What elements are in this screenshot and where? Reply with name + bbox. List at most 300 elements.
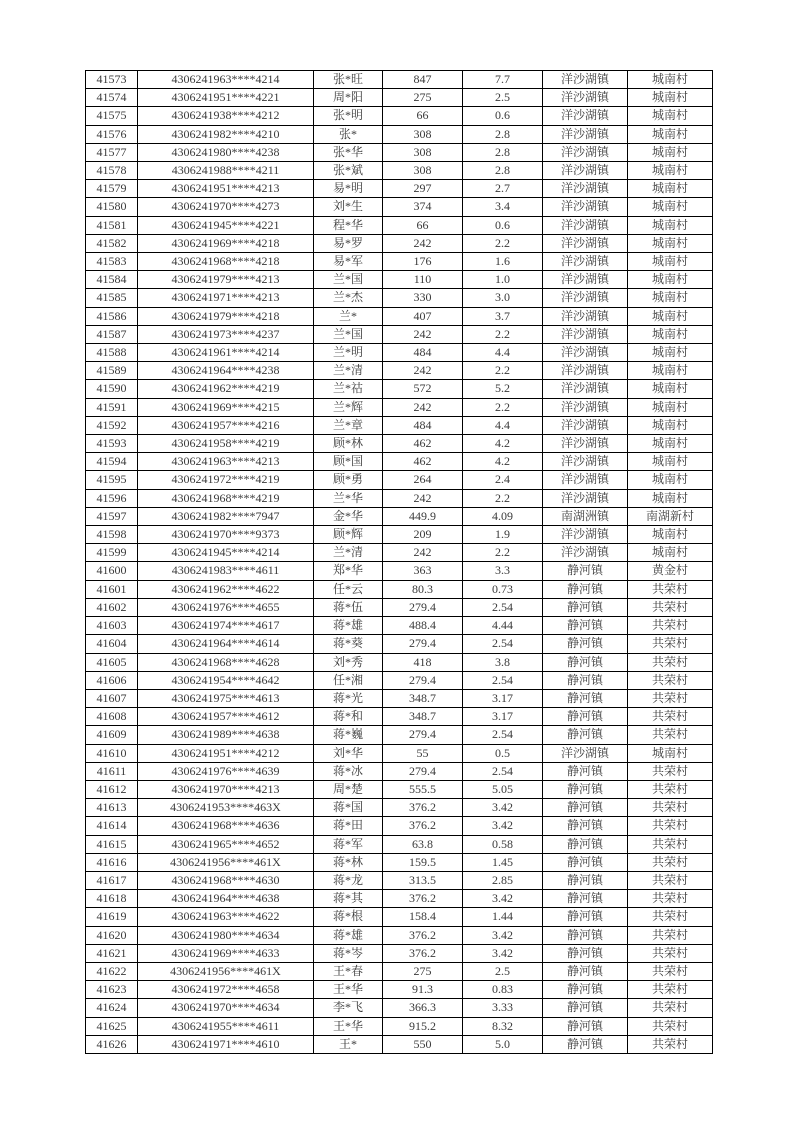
quantity-cell: 3.7 [463,307,543,325]
table-row [86,380,713,398]
village-cell: 城南村 [628,325,713,343]
masked-id-number-cell: 4306241989****4638 [138,726,314,744]
masked-name-cell: 蒋*伍 [314,598,383,616]
amount-cell: 308 [383,125,463,143]
row-index-cell: 41621 [86,944,138,962]
village-cell: 城南村 [628,216,713,234]
table-row [86,362,713,380]
row-index-cell: 41622 [86,962,138,980]
masked-name-cell: 蒋*雄 [314,617,383,635]
masked-name-cell: 李*飞 [314,999,383,1017]
town-cell: 洋沙湖镇 [543,234,628,252]
masked-id-number-cell: 4306241979****4213 [138,271,314,289]
row-index-cell: 41624 [86,999,138,1017]
row-index-cell: 41594 [86,453,138,471]
masked-id-number-cell: 4306241938****4212 [138,107,314,125]
amount-cell: 158.4 [383,908,463,926]
village-cell: 城南村 [628,362,713,380]
row-index-cell: 41580 [86,198,138,216]
masked-id-number-cell: 4306241951****4212 [138,744,314,762]
masked-name-cell: 张* [314,125,383,143]
amount-cell: 279.4 [383,598,463,616]
masked-name-cell: 王*华 [314,1017,383,1035]
town-cell: 洋沙湖镇 [543,435,628,453]
quantity-cell: 2.54 [463,671,543,689]
village-cell: 共荣村 [628,1035,713,1053]
masked-name-cell: 蒋*林 [314,853,383,871]
masked-name-cell: 郑*华 [314,562,383,580]
town-cell: 静河镇 [543,835,628,853]
table-row [86,162,713,180]
masked-name-cell: 蒋*巍 [314,726,383,744]
quantity-cell: 5.2 [463,380,543,398]
quantity-cell: 5.05 [463,780,543,798]
masked-id-number-cell: 4306241963****4214 [138,71,314,89]
masked-id-number-cell: 4306241979****4218 [138,307,314,325]
town-cell: 洋沙湖镇 [543,380,628,398]
town-cell: 洋沙湖镇 [543,544,628,562]
quantity-cell: 2.4 [463,471,543,489]
village-cell: 共荣村 [628,890,713,908]
amount-cell: 462 [383,453,463,471]
masked-name-cell: 易*军 [314,253,383,271]
amount-cell: 91.3 [383,981,463,999]
masked-id-number-cell: 4306241980****4238 [138,143,314,161]
masked-id-number-cell: 4306241955****4611 [138,1017,314,1035]
masked-name-cell: 兰*国 [314,325,383,343]
table-row [86,143,713,161]
town-cell: 洋沙湖镇 [543,289,628,307]
row-index-cell: 41618 [86,890,138,908]
village-cell: 城南村 [628,380,713,398]
town-cell: 静河镇 [543,562,628,580]
masked-name-cell: 蒋*岑 [314,944,383,962]
table-row [86,216,713,234]
town-cell: 洋沙湖镇 [543,162,628,180]
masked-name-cell: 王*春 [314,962,383,980]
quantity-cell: 2.2 [463,489,543,507]
amount-cell: 242 [383,489,463,507]
row-index-cell: 41597 [86,507,138,525]
masked-name-cell: 兰*杰 [314,289,383,307]
masked-name-cell: 顾*林 [314,435,383,453]
masked-name-cell: 任*湘 [314,671,383,689]
amount-cell: 242 [383,398,463,416]
table-row [86,762,713,780]
town-cell: 南湖洲镇 [543,507,628,525]
masked-name-cell: 蒋*田 [314,817,383,835]
quantity-cell: 4.4 [463,416,543,434]
row-index-cell: 41592 [86,416,138,434]
table-row [86,435,713,453]
quantity-cell: 2.54 [463,635,543,653]
quantity-cell: 0.5 [463,744,543,762]
quantity-cell: 0.83 [463,981,543,999]
masked-id-number-cell: 4306241957****4216 [138,416,314,434]
amount-cell: 110 [383,271,463,289]
row-index-cell: 41576 [86,125,138,143]
masked-name-cell: 张*明 [314,107,383,125]
masked-name-cell: 蒋*和 [314,708,383,726]
town-cell: 洋沙湖镇 [543,416,628,434]
table-row [86,307,713,325]
table-row [86,726,713,744]
amount-cell: 242 [383,544,463,562]
table-row [86,198,713,216]
quantity-cell: 1.45 [463,853,543,871]
masked-id-number-cell: 4306241962****4622 [138,580,314,598]
quantity-cell: 2.85 [463,871,543,889]
town-cell: 洋沙湖镇 [543,253,628,271]
town-cell: 洋沙湖镇 [543,107,628,125]
row-index-cell: 41604 [86,635,138,653]
quantity-cell: 3.4 [463,198,543,216]
village-cell: 共荣村 [628,999,713,1017]
town-cell: 洋沙湖镇 [543,198,628,216]
town-cell: 静河镇 [543,617,628,635]
quantity-cell: 2.2 [463,544,543,562]
table-row [86,1035,713,1053]
masked-name-cell: 张*旺 [314,71,383,89]
amount-cell: 297 [383,180,463,198]
masked-id-number-cell: 4306241971****4213 [138,289,314,307]
town-cell: 洋沙湖镇 [543,471,628,489]
table-row [86,981,713,999]
masked-id-number-cell: 4306241945****4221 [138,216,314,234]
row-index-cell: 41616 [86,853,138,871]
masked-name-cell: 蒋*葵 [314,635,383,653]
row-index-cell: 41611 [86,762,138,780]
quantity-cell: 2.54 [463,726,543,744]
masked-name-cell: 王*华 [314,981,383,999]
village-cell: 城南村 [628,89,713,107]
quantity-cell: 1.6 [463,253,543,271]
masked-name-cell: 王* [314,1035,383,1053]
masked-name-cell: 易*罗 [314,234,383,252]
village-cell: 城南村 [628,344,713,362]
row-index-cell: 41578 [86,162,138,180]
town-cell: 洋沙湖镇 [543,362,628,380]
row-index-cell: 41573 [86,71,138,89]
table-row [86,89,713,107]
masked-name-cell: 张*华 [314,143,383,161]
town-cell: 洋沙湖镇 [543,744,628,762]
masked-id-number-cell: 4306241961****4214 [138,344,314,362]
masked-id-number-cell: 4306241968****4219 [138,489,314,507]
masked-name-cell: 兰* [314,307,383,325]
row-index-cell: 41619 [86,908,138,926]
masked-id-number-cell: 4306241962****4219 [138,380,314,398]
quantity-cell: 4.09 [463,507,543,525]
amount-cell: 159.5 [383,853,463,871]
amount-cell: 242 [383,325,463,343]
town-cell: 静河镇 [543,962,628,980]
quantity-cell: 2.2 [463,234,543,252]
table-row [86,617,713,635]
masked-id-number-cell: 4306241976****4655 [138,598,314,616]
table-row [86,708,713,726]
village-cell: 城南村 [628,253,713,271]
quantity-cell: 0.6 [463,107,543,125]
quantity-cell: 3.42 [463,944,543,962]
masked-name-cell: 周*阳 [314,89,383,107]
town-cell: 洋沙湖镇 [543,125,628,143]
masked-id-number-cell: 4306241988****4211 [138,162,314,180]
village-cell: 共荣村 [628,908,713,926]
village-cell: 共荣村 [628,689,713,707]
table-row [86,489,713,507]
table-row [86,853,713,871]
village-cell: 共荣村 [628,708,713,726]
masked-id-number-cell: 4306241969****4218 [138,234,314,252]
row-index-cell: 41623 [86,981,138,999]
amount-cell: 449.9 [383,507,463,525]
quantity-cell: 1.44 [463,908,543,926]
town-cell: 静河镇 [543,890,628,908]
town-cell: 洋沙湖镇 [543,325,628,343]
row-index-cell: 41582 [86,234,138,252]
amount-cell: 66 [383,216,463,234]
quantity-cell: 2.8 [463,162,543,180]
town-cell: 静河镇 [543,689,628,707]
row-index-cell: 41579 [86,180,138,198]
row-index-cell: 41607 [86,689,138,707]
table-row [86,1017,713,1035]
village-cell: 城南村 [628,435,713,453]
masked-id-number-cell: 4306241956****461X [138,962,314,980]
town-cell: 静河镇 [543,926,628,944]
masked-name-cell: 刘*秀 [314,653,383,671]
masked-id-number-cell: 4306241964****4238 [138,362,314,380]
row-index-cell: 41614 [86,817,138,835]
village-cell: 共荣村 [628,926,713,944]
village-cell: 共荣村 [628,671,713,689]
masked-name-cell: 兰*祜 [314,380,383,398]
masked-id-number-cell: 4306241963****4213 [138,453,314,471]
village-cell: 共荣村 [628,981,713,999]
table-row [86,271,713,289]
amount-cell: 275 [383,89,463,107]
amount-cell: 572 [383,380,463,398]
masked-id-number-cell: 4306241971****4610 [138,1035,314,1053]
town-cell: 静河镇 [543,853,628,871]
town-cell: 静河镇 [543,908,628,926]
quantity-cell: 2.54 [463,762,543,780]
masked-id-number-cell: 4306241972****4219 [138,471,314,489]
amount-cell: 279.4 [383,671,463,689]
row-index-cell: 41612 [86,780,138,798]
amount-cell: 275 [383,962,463,980]
amount-cell: 55 [383,744,463,762]
table-row [86,562,713,580]
row-index-cell: 41599 [86,544,138,562]
amount-cell: 555.5 [383,780,463,798]
table-row [86,107,713,125]
village-cell: 城南村 [628,471,713,489]
amount-cell: 915.2 [383,1017,463,1035]
village-cell: 黄金村 [628,562,713,580]
masked-name-cell: 顾*勇 [314,471,383,489]
masked-name-cell: 蒋*光 [314,689,383,707]
table-row [86,289,713,307]
village-cell: 共荣村 [628,871,713,889]
table-row [86,471,713,489]
quantity-cell: 3.42 [463,890,543,908]
masked-name-cell: 兰*清 [314,362,383,380]
town-cell: 静河镇 [543,999,628,1017]
masked-name-cell: 蒋*国 [314,799,383,817]
row-index-cell: 41586 [86,307,138,325]
village-cell: 城南村 [628,526,713,544]
table-row [86,453,713,471]
masked-id-number-cell: 4306241968****4218 [138,253,314,271]
row-index-cell: 41610 [86,744,138,762]
quantity-cell: 3.8 [463,653,543,671]
masked-id-number-cell: 4306241945****4214 [138,544,314,562]
amount-cell: 279.4 [383,726,463,744]
masked-name-cell: 兰*国 [314,271,383,289]
masked-id-number-cell: 4306241973****4237 [138,325,314,343]
village-cell: 共荣村 [628,1017,713,1035]
village-cell: 共荣村 [628,762,713,780]
table-row [86,817,713,835]
table-row [86,71,713,89]
row-index-cell: 41585 [86,289,138,307]
masked-name-cell: 金*华 [314,507,383,525]
amount-cell: 376.2 [383,890,463,908]
row-index-cell: 41626 [86,1035,138,1053]
amount-cell: 264 [383,471,463,489]
masked-id-number-cell: 4306241954****4642 [138,671,314,689]
amount-cell: 418 [383,653,463,671]
table-row [86,780,713,798]
table-row [86,253,713,271]
masked-name-cell: 蒋*根 [314,908,383,926]
village-cell: 城南村 [628,271,713,289]
masked-id-number-cell: 4306241951****4213 [138,180,314,198]
village-cell: 共荣村 [628,617,713,635]
table-row [86,398,713,416]
village-cell: 共荣村 [628,653,713,671]
town-cell: 洋沙湖镇 [543,271,628,289]
quantity-cell: 2.2 [463,398,543,416]
masked-name-cell: 顾*国 [314,453,383,471]
amount-cell: 374 [383,198,463,216]
masked-name-cell: 张*斌 [314,162,383,180]
table-row [86,234,713,252]
table-row [86,325,713,343]
row-index-cell: 41596 [86,489,138,507]
town-cell: 洋沙湖镇 [543,398,628,416]
masked-id-number-cell: 4306241970****4634 [138,999,314,1017]
row-index-cell: 41588 [86,344,138,362]
quantity-cell: 7.7 [463,71,543,89]
amount-cell: 363 [383,562,463,580]
village-cell: 共荣村 [628,580,713,598]
town-cell: 静河镇 [543,671,628,689]
village-cell: 共荣村 [628,944,713,962]
amount-cell: 279.4 [383,762,463,780]
village-cell: 城南村 [628,107,713,125]
village-cell: 共荣村 [628,835,713,853]
table-row [86,416,713,434]
row-index-cell: 41615 [86,835,138,853]
amount-cell: 308 [383,143,463,161]
village-cell: 城南村 [628,307,713,325]
village-cell: 城南村 [628,744,713,762]
row-index-cell: 41595 [86,471,138,489]
row-index-cell: 41608 [86,708,138,726]
quantity-cell: 3.42 [463,926,543,944]
town-cell: 洋沙湖镇 [543,180,628,198]
row-index-cell: 41587 [86,325,138,343]
amount-cell: 330 [383,289,463,307]
row-index-cell: 41601 [86,580,138,598]
amount-cell: 348.7 [383,708,463,726]
table-row [86,799,713,817]
quantity-cell: 3.42 [463,817,543,835]
amount-cell: 550 [383,1035,463,1053]
masked-name-cell: 蒋*冰 [314,762,383,780]
town-cell: 静河镇 [543,871,628,889]
quantity-cell: 3.17 [463,689,543,707]
town-cell: 静河镇 [543,1017,628,1035]
masked-id-number-cell: 4306241958****4219 [138,435,314,453]
town-cell: 静河镇 [543,598,628,616]
masked-id-number-cell: 4306241957****4612 [138,708,314,726]
village-cell: 城南村 [628,453,713,471]
quantity-cell: 3.42 [463,799,543,817]
amount-cell: 484 [383,416,463,434]
masked-id-number-cell: 4306241951****4221 [138,89,314,107]
row-index-cell: 41575 [86,107,138,125]
masked-name-cell: 周*楚 [314,780,383,798]
village-cell: 共荣村 [628,598,713,616]
village-cell: 共荣村 [628,726,713,744]
amount-cell: 313.5 [383,871,463,889]
village-cell: 城南村 [628,234,713,252]
village-cell: 城南村 [628,416,713,434]
town-cell: 静河镇 [543,799,628,817]
amount-cell: 308 [383,162,463,180]
masked-id-number-cell: 4306241964****4614 [138,635,314,653]
table-row [86,890,713,908]
masked-name-cell: 刘*华 [314,744,383,762]
quantity-cell: 0.6 [463,216,543,234]
table-row [86,526,713,544]
masked-name-cell: 蒋*龙 [314,871,383,889]
village-cell: 城南村 [628,544,713,562]
table-row [86,598,713,616]
amount-cell: 348.7 [383,689,463,707]
row-index-cell: 41598 [86,526,138,544]
amount-cell: 488.4 [383,617,463,635]
table-row [86,999,713,1017]
village-cell: 城南村 [628,398,713,416]
row-index-cell: 41584 [86,271,138,289]
row-index-cell: 41617 [86,871,138,889]
masked-name-cell: 兰*清 [314,544,383,562]
quantity-cell: 2.5 [463,89,543,107]
masked-id-number-cell: 4306241972****4658 [138,981,314,999]
table-body [86,71,713,1054]
town-cell: 静河镇 [543,726,628,744]
masked-id-number-cell: 4306241983****4611 [138,562,314,580]
quantity-cell: 2.8 [463,125,543,143]
masked-id-number-cell: 4306241974****4617 [138,617,314,635]
town-cell: 静河镇 [543,653,628,671]
quantity-cell: 2.8 [463,143,543,161]
